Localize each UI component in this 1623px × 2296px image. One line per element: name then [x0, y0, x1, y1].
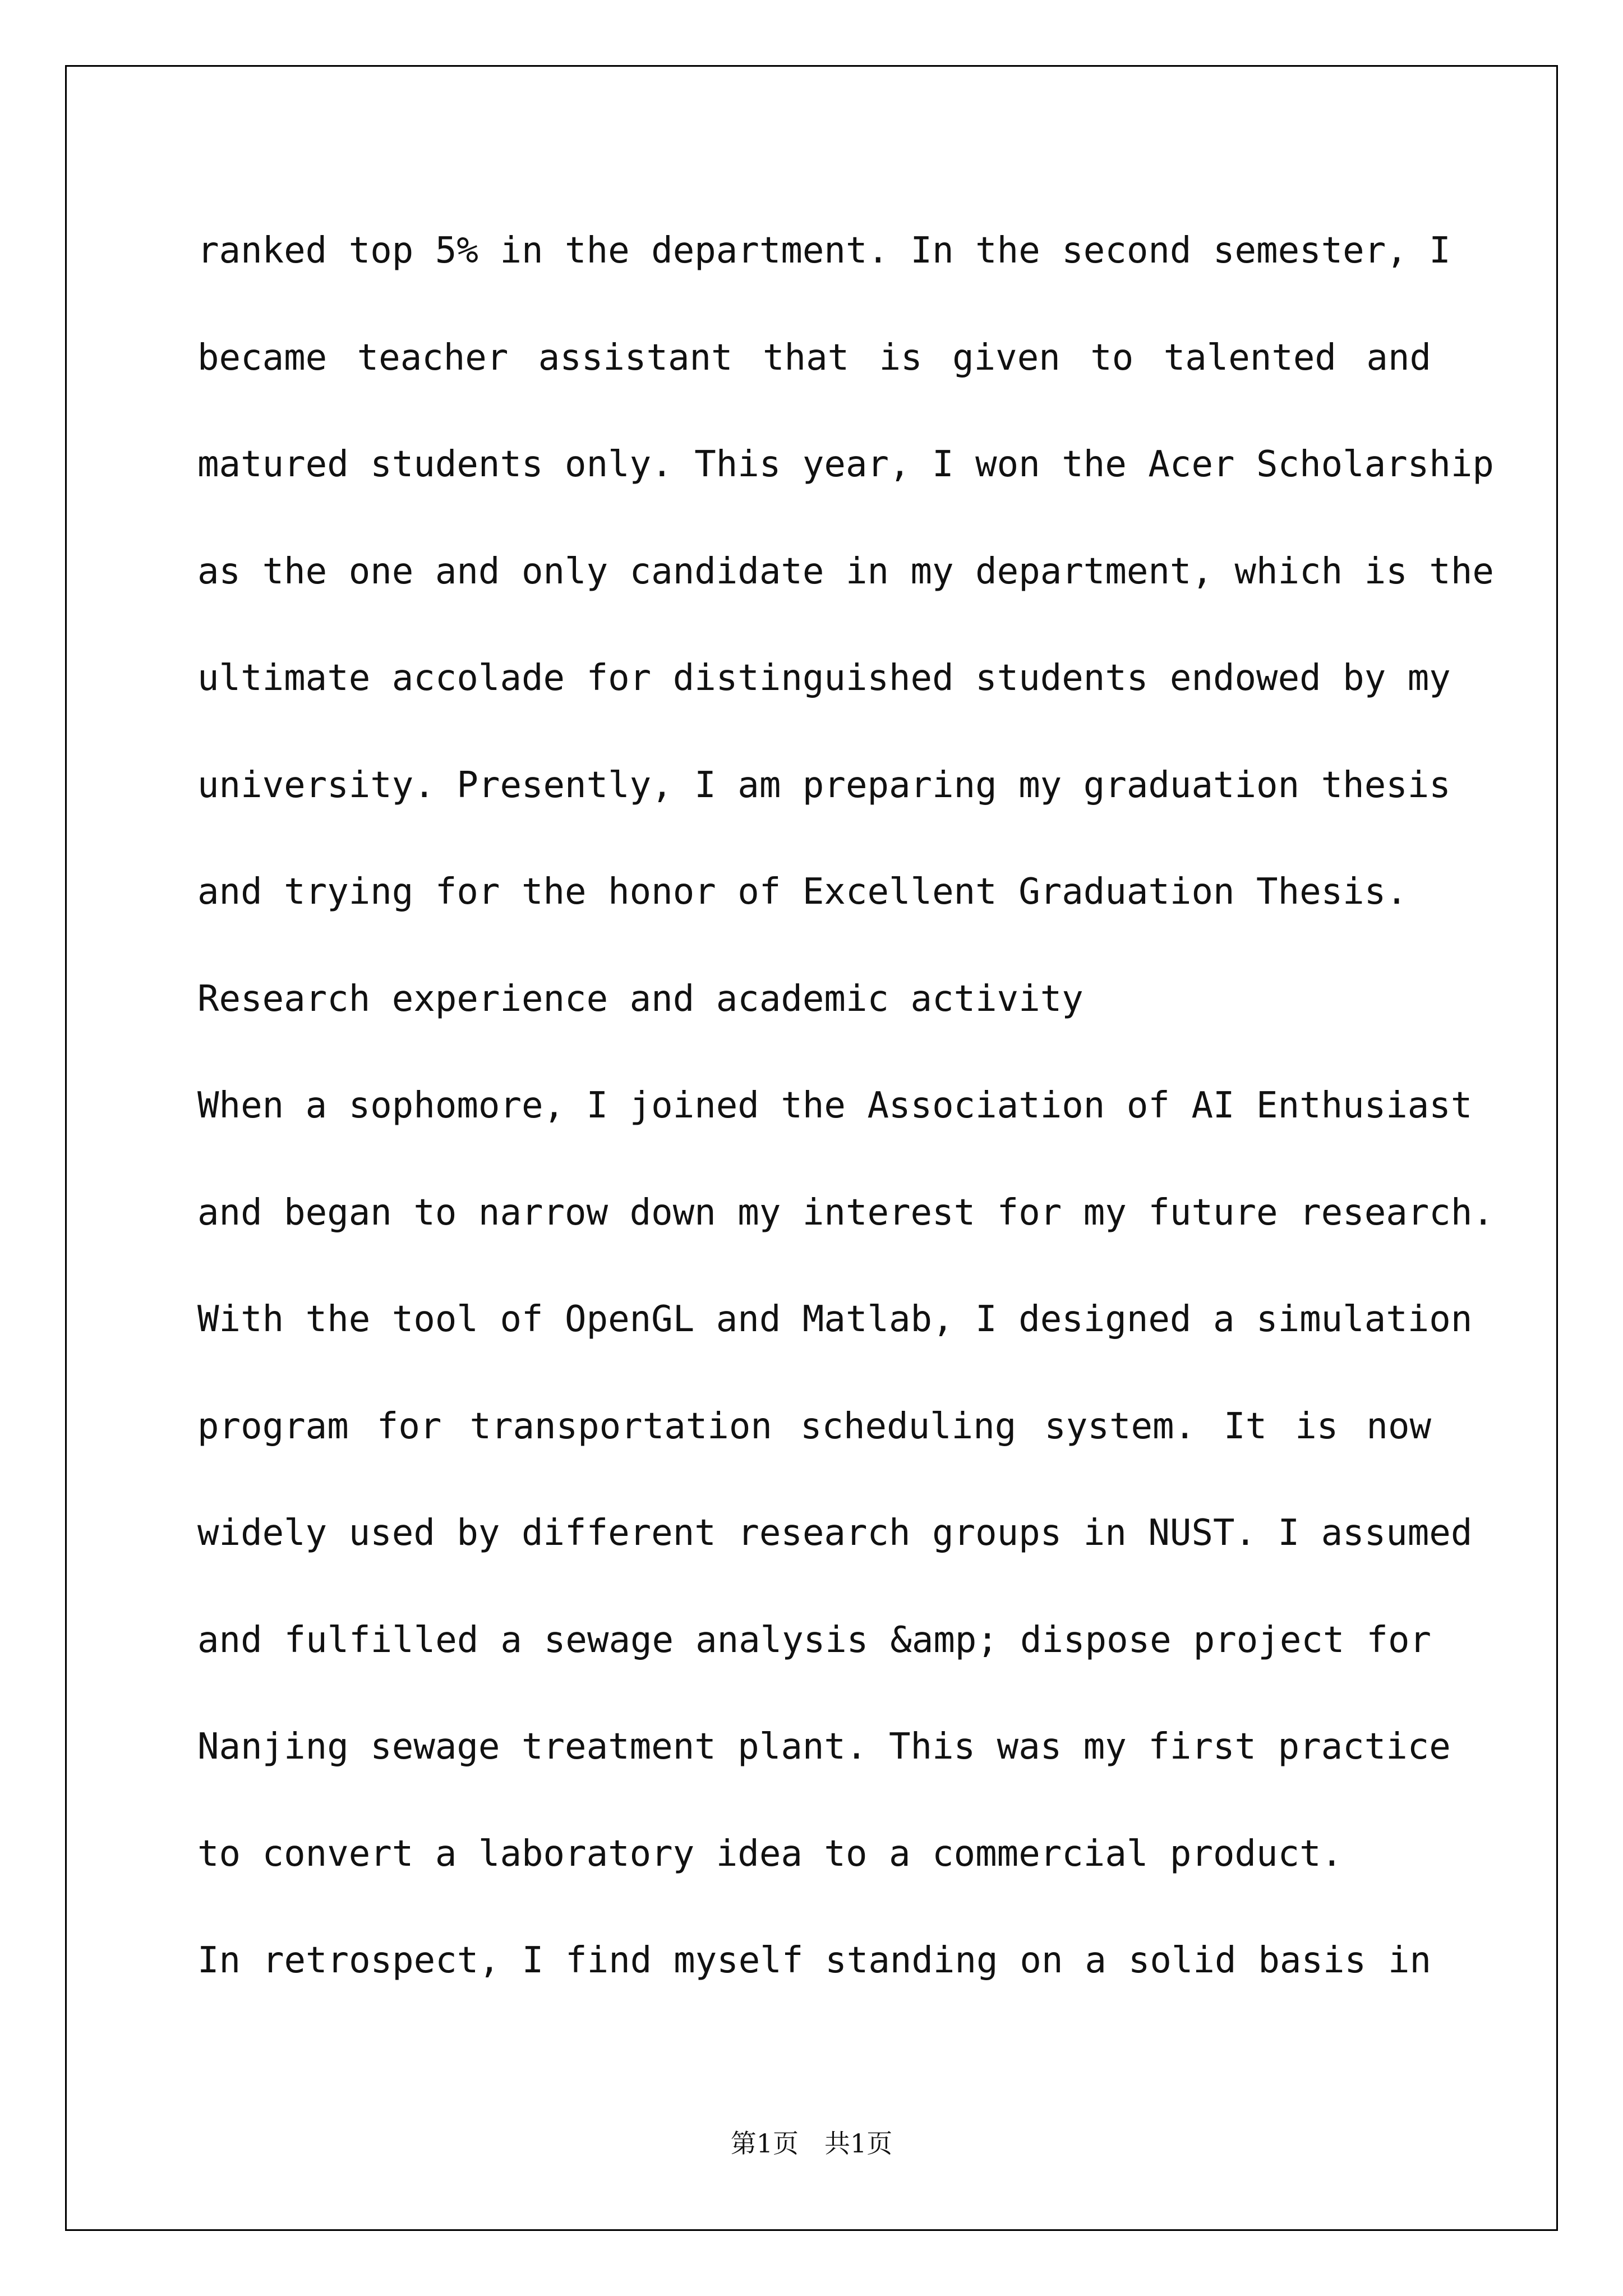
- text-line: to convert a laboratory idea to a commercial product.: [197, 1833, 1343, 1875]
- page-number-footer: 第1页 共1页: [730, 2128, 893, 2159]
- text-line: In retrospect, I find myself standing on a solid basis in: [197, 1940, 1431, 1981]
- body-text: [197, 197, 1494, 2014]
- text-line: ultimate accolade for distinguished students endowed by my: [197, 657, 1451, 699]
- text-line: When a sophomore, I joined the Association of AI Enthusiast: [197, 1085, 1473, 1126]
- text-line: university. Presently, I am preparing my graduation thesis: [197, 764, 1451, 806]
- text-line: widely used by different research groups in NUST. I assumed: [197, 1512, 1473, 1554]
- text-line: and trying for the honor of Excellent Graduation Thesis.: [197, 871, 1408, 913]
- text-line: and fulfilled a sewage analysis &amp; dispose project for: [197, 1619, 1431, 1661]
- text-line: Nanjing sewage treatment plant. This was my first practice: [197, 1726, 1451, 1768]
- text-line: program for transportation scheduling system. It is now: [197, 1405, 1431, 1447]
- text-line: became teacher assistant that is given to talented and: [197, 337, 1431, 379]
- text-line: and began to narrow down my interest for my future research.: [197, 1191, 1494, 1234]
- text-line: With the tool of OpenGL and Matlab, I designed a simulation: [197, 1299, 1473, 1340]
- text-line: ranked top 5% in the department. In the second semester, I: [197, 230, 1451, 272]
- text-line: as the one and only candidate in my department, which is the: [197, 550, 1494, 592]
- text-line: matured students only. This year, I won the Acer Scholarship: [197, 444, 1494, 485]
- section-heading: Research experience and academic activity: [197, 978, 1083, 1020]
